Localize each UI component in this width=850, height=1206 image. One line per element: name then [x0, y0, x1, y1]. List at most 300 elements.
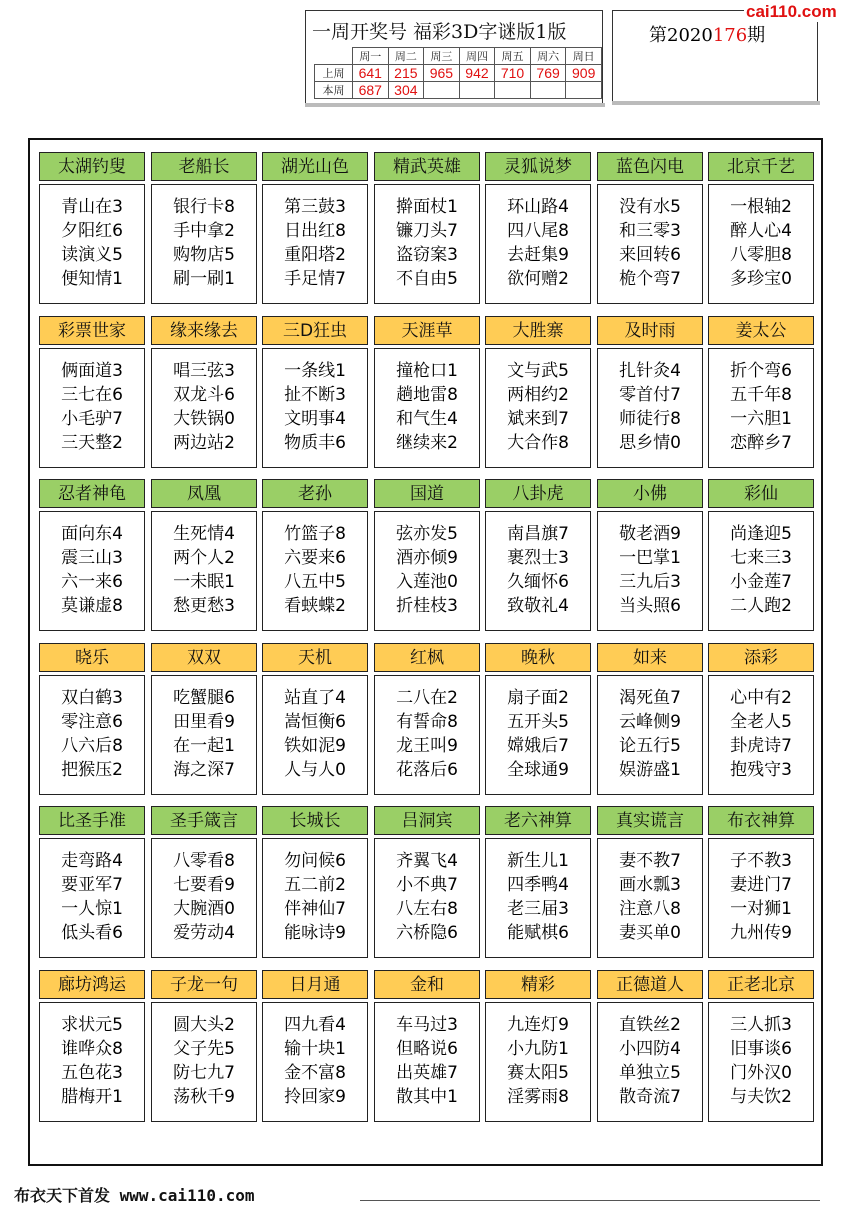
- riddle-line: 龙王叫9: [396, 736, 458, 756]
- riddle-line: 读演义5: [61, 245, 123, 265]
- riddle-line: 师徒行8: [619, 409, 681, 429]
- riddle-line: 桅个弯7: [619, 269, 681, 289]
- riddle-line: 银行卡8: [173, 197, 235, 217]
- riddle-line: 论五行5: [619, 736, 681, 756]
- riddle-line: 单独立5: [619, 1063, 681, 1083]
- riddle-line: 海之深7: [173, 760, 235, 780]
- riddle-line: 二八在2: [396, 688, 458, 708]
- riddle-card: [262, 806, 368, 958]
- riddle-line: 散其中1: [396, 1087, 458, 1107]
- riddle-line: 震三山3: [61, 548, 123, 568]
- riddle-lines: [151, 184, 257, 304]
- riddle-lines: [597, 348, 703, 468]
- riddle-lines: [485, 511, 591, 631]
- riddle-card: [597, 970, 703, 1122]
- last-week-row: [315, 65, 602, 82]
- riddle-line: 嵩恒衡6: [284, 712, 346, 732]
- riddle-card: [262, 152, 368, 304]
- riddle-line: 双龙斗6: [173, 385, 235, 405]
- riddle-lines: [151, 675, 257, 795]
- riddle-line: 酒亦倾9: [396, 548, 458, 568]
- riddle-line: 谁哗众8: [61, 1039, 123, 1059]
- riddle-line: 盗窃案3: [396, 245, 458, 265]
- author-name: 晓乐: [39, 643, 145, 672]
- riddle-line: 不自由5: [396, 269, 458, 289]
- riddle-line: 六桥隐6: [396, 923, 458, 943]
- riddle-line: 莫谦虚8: [61, 596, 123, 616]
- riddle-card: [39, 152, 145, 304]
- riddle-card: [708, 643, 814, 795]
- riddle-line: 一六胆1: [730, 409, 792, 429]
- riddle-lines: [485, 348, 591, 468]
- author-name: 忍者神龟: [39, 479, 145, 508]
- riddle-line: 刷一刷1: [173, 269, 235, 289]
- riddle-line: 醉人心4: [730, 221, 792, 241]
- riddle-card: [151, 806, 257, 958]
- riddle-line: 妻买单0: [619, 923, 681, 943]
- riddle-line: 唱三弦3: [173, 361, 235, 381]
- riddle-line: 大腕酒0: [173, 899, 235, 919]
- riddle-line: 二人跑2: [730, 596, 792, 616]
- this-week-row: [315, 82, 602, 99]
- author-name: 天涯草: [374, 316, 480, 345]
- issue-id: 176: [712, 25, 748, 46]
- issue-suffix: 期: [747, 25, 766, 46]
- author-name: 子龙一句: [151, 970, 257, 999]
- riddle-line: 注意八8: [619, 899, 681, 919]
- riddle-line: 便知情1: [61, 269, 123, 289]
- riddle-lines: [374, 1002, 480, 1122]
- riddle-line: 和气生4: [396, 409, 458, 429]
- riddle-card: [151, 643, 257, 795]
- author-name: 大胜寨: [485, 316, 591, 345]
- riddle-line: 八零胆8: [730, 245, 792, 265]
- riddle-line: 重阳塔2: [284, 245, 346, 265]
- riddle-line: 六一来6: [61, 572, 123, 592]
- riddle-lines: [151, 838, 257, 958]
- riddle-line: 把猴压2: [61, 760, 123, 780]
- panel-title: 一周开奖号 福彩3D字谜版1版: [312, 21, 567, 43]
- riddle-line: 小四防4: [619, 1039, 681, 1059]
- riddle-line: 八五中5: [284, 572, 346, 592]
- riddle-card: [708, 806, 814, 958]
- riddle-lines: [262, 1002, 368, 1122]
- riddle-line: 三九后3: [619, 572, 681, 592]
- riddle-line: 斌来到7: [507, 409, 569, 429]
- draw-number: 710: [495, 65, 531, 82]
- author-name: 彩仙: [708, 479, 814, 508]
- riddle-card: [485, 479, 591, 631]
- author-name: 老六神算: [485, 806, 591, 835]
- riddle-lines: [708, 348, 814, 468]
- author-name: 精彩: [485, 970, 591, 999]
- day-header: 周二: [388, 48, 424, 65]
- riddle-line: 继续来2: [396, 433, 458, 453]
- riddle-line: 折桂枝3: [396, 596, 458, 616]
- riddle-card: [597, 479, 703, 631]
- author-name: 如来: [597, 643, 703, 672]
- riddle-lines: [708, 675, 814, 795]
- riddle-lines: [708, 184, 814, 304]
- riddle-line: 六要来6: [284, 548, 346, 568]
- author-name: 小佛: [597, 479, 703, 508]
- riddle-card: [39, 806, 145, 958]
- riddle-line: 子不教3: [730, 851, 792, 871]
- riddle-card: [708, 970, 814, 1122]
- author-name: 天机: [262, 643, 368, 672]
- riddle-line: 和三零3: [619, 221, 681, 241]
- author-name: 蓝色闪电: [597, 152, 703, 181]
- riddle-card: [374, 643, 480, 795]
- riddle-line: 一根轴2: [730, 197, 792, 217]
- riddle-card: [39, 479, 145, 631]
- riddle-lines: [262, 184, 368, 304]
- riddle-lines: [151, 511, 257, 631]
- riddle-line: 思乡情0: [619, 433, 681, 453]
- riddle-line: 爱劳动4: [173, 923, 235, 943]
- riddle-lines: [485, 1002, 591, 1122]
- riddle-line: 田里看9: [173, 712, 235, 732]
- riddle-lines: [151, 348, 257, 468]
- riddle-card: [708, 152, 814, 304]
- riddle-line: 出英雄7: [396, 1063, 458, 1083]
- riddle-line: 在一起1: [173, 736, 235, 756]
- corner-cell: [315, 48, 353, 65]
- day-header: 周六: [530, 48, 566, 65]
- riddle-line: 第三鼓3: [284, 197, 346, 217]
- riddle-line: 三七在6: [61, 385, 123, 405]
- riddle-line: 能咏诗9: [284, 923, 346, 943]
- day-header: 周三: [424, 48, 460, 65]
- riddle-lines: [597, 1002, 703, 1122]
- riddle-card: [485, 643, 591, 795]
- riddle-lines: [374, 675, 480, 795]
- riddle-lines: [374, 511, 480, 631]
- riddle-line: 一未眠1: [173, 572, 235, 592]
- riddle-lines: [374, 838, 480, 958]
- riddle-line: 求状元5: [61, 1015, 123, 1035]
- riddle-line: 一条线1: [284, 361, 346, 381]
- riddle-lines: [485, 184, 591, 304]
- riddle-line: 拎回家9: [284, 1087, 346, 1107]
- draw-number: [495, 82, 531, 99]
- riddle-line: 尚逢迎5: [730, 524, 792, 544]
- riddle-line: 零首付7: [619, 385, 681, 405]
- riddle-lines: [597, 675, 703, 795]
- riddle-line: 五色花3: [61, 1063, 123, 1083]
- author-name: 日月通: [262, 970, 368, 999]
- draw-number: 942: [459, 65, 495, 82]
- riddle-line: 扎针灸4: [619, 361, 681, 381]
- author-name: 国道: [374, 479, 480, 508]
- riddle-line: 齐翼飞4: [396, 851, 458, 871]
- riddle-line: 云峰侧9: [619, 712, 681, 732]
- author-name: 正老北京: [708, 970, 814, 999]
- riddle-card: [151, 970, 257, 1122]
- draw-number: [424, 82, 460, 99]
- riddle-lines: [597, 511, 703, 631]
- site-watermark[interactable]: cai110.com: [746, 2, 837, 21]
- riddle-line: 南昌旗7: [507, 524, 569, 544]
- riddle-line: 手足情7: [284, 269, 346, 289]
- author-name: 灵狐说梦: [485, 152, 591, 181]
- author-name: 精武英雄: [374, 152, 480, 181]
- riddle-line: 吃蟹腿6: [173, 688, 235, 708]
- riddle-card: [485, 316, 591, 468]
- draw-number: 215: [388, 65, 424, 82]
- riddle-line: 文明事4: [284, 409, 346, 429]
- riddle-line: 散奇流7: [619, 1087, 681, 1107]
- draw-number: 304: [388, 82, 424, 99]
- riddle-lines: [262, 675, 368, 795]
- riddle-card: [374, 316, 480, 468]
- riddle-line: 全球通9: [507, 760, 569, 780]
- riddle-line: 两个人2: [173, 548, 235, 568]
- riddle-line: 入莲池0: [396, 572, 458, 592]
- riddle-line: 站直了4: [284, 688, 346, 708]
- riddle-line: 四八尾8: [507, 221, 569, 241]
- author-name: 北京千艺: [708, 152, 814, 181]
- riddle-line: 购物店5: [173, 245, 235, 265]
- author-name: 比圣手准: [39, 806, 145, 835]
- riddle-lines: [39, 675, 145, 795]
- riddle-line: 夕阳红6: [61, 221, 123, 241]
- riddle-line: 三人抓3: [730, 1015, 792, 1035]
- riddle-line: 与夫饮2: [730, 1087, 792, 1107]
- riddle-lines: [39, 348, 145, 468]
- author-name: 湖光山色: [262, 152, 368, 181]
- riddle-line: 能赋棋6: [507, 923, 569, 943]
- riddle-card: [151, 316, 257, 468]
- riddle-line: 心中有2: [730, 688, 792, 708]
- riddle-lines: [39, 184, 145, 304]
- riddle-lines: [597, 838, 703, 958]
- riddle-line: 低头看6: [61, 923, 123, 943]
- riddle-line: 防七九7: [173, 1063, 235, 1083]
- riddle-line: 赛太阳5: [507, 1063, 569, 1083]
- riddle-card: [597, 316, 703, 468]
- riddle-lines: [708, 838, 814, 958]
- riddle-line: 久缅怀6: [507, 572, 569, 592]
- riddle-line: 圆大头2: [173, 1015, 235, 1035]
- riddle-lines: [374, 348, 480, 468]
- riddle-line: 勿问候6: [284, 851, 346, 871]
- author-name: 太湖钓叟: [39, 152, 145, 181]
- riddle-lines: [151, 1002, 257, 1122]
- riddle-lines: [39, 838, 145, 958]
- riddle-line: 四九看4: [284, 1015, 346, 1035]
- last-week-label: 上周: [315, 65, 353, 82]
- riddle-line: 大合作8: [507, 433, 569, 453]
- riddle-lines: [708, 511, 814, 631]
- riddle-line: 欲何赠2: [507, 269, 569, 289]
- day-header: 周一: [353, 48, 389, 65]
- day-header: 周四: [459, 48, 495, 65]
- draw-number: [566, 82, 602, 99]
- issue-panel: [612, 10, 818, 102]
- riddle-line: 铁如泥9: [284, 736, 346, 756]
- draw-number: [459, 82, 495, 99]
- author-name: 晚秋: [485, 643, 591, 672]
- riddle-line: 去赶集9: [507, 245, 569, 265]
- riddle-line: 九州传9: [730, 923, 792, 943]
- riddle-line: 多珍宝0: [730, 269, 792, 289]
- day-header: 周五: [495, 48, 531, 65]
- author-name: 彩票世家: [39, 316, 145, 345]
- riddle-line: 伴神仙7: [284, 899, 346, 919]
- riddle-line: 老三届3: [507, 899, 569, 919]
- riddle-line: 八左右8: [396, 899, 458, 919]
- author-name: 金和: [374, 970, 480, 999]
- riddle-line: 三天整2: [61, 433, 123, 453]
- riddle-line: 零注意6: [61, 712, 123, 732]
- author-name: 红枫: [374, 643, 480, 672]
- riddle-line: 五千年8: [730, 385, 792, 405]
- riddle-line: 一人惊1: [61, 899, 123, 919]
- author-name: 布衣神算: [708, 806, 814, 835]
- riddle-line: 两相约2: [507, 385, 569, 405]
- riddle-line: 物质丰6: [284, 433, 346, 453]
- riddle-lines: [485, 675, 591, 795]
- riddle-line: 手中拿2: [173, 221, 235, 241]
- riddle-line: 折个弯6: [730, 361, 792, 381]
- riddle-line: 小毛驴7: [61, 409, 123, 429]
- this-week-label: 本周: [315, 82, 353, 99]
- riddle-line: 有誓命8: [396, 712, 458, 732]
- draw-number: 641: [353, 65, 389, 82]
- riddle-line: 日出红8: [284, 221, 346, 241]
- riddle-card: [374, 479, 480, 631]
- riddle-line: 生死情4: [173, 524, 235, 544]
- riddle-line: 妻不教7: [619, 851, 681, 871]
- author-name: 老船长: [151, 152, 257, 181]
- footer-credit[interactable]: 布衣天下首发 www.cai110.com: [14, 1186, 255, 1205]
- riddle-card: [374, 806, 480, 958]
- riddle-card: [485, 970, 591, 1122]
- riddle-lines: [262, 348, 368, 468]
- riddle-line: 五开头5: [507, 712, 569, 732]
- footer-divider: [360, 1200, 820, 1201]
- riddle-card: [262, 643, 368, 795]
- author-name: 双双: [151, 643, 257, 672]
- draw-number: 687: [353, 82, 389, 99]
- riddle-line: 恋醉乡7: [730, 433, 792, 453]
- riddle-lines: [708, 1002, 814, 1122]
- riddle-line: 扇子面2: [507, 688, 569, 708]
- riddle-card: [374, 152, 480, 304]
- riddle-line: 小金莲7: [730, 572, 792, 592]
- day-header: 周日: [566, 48, 602, 65]
- riddle-line: 没有水5: [619, 197, 681, 217]
- riddle-line: 致敬礼4: [507, 596, 569, 616]
- riddle-line: 小九防1: [507, 1039, 569, 1059]
- issue-prefix: 第2020: [649, 25, 713, 46]
- author-name: 添彩: [708, 643, 814, 672]
- riddle-line: 大铁锅0: [173, 409, 235, 429]
- riddle-line: 画水瓢3: [619, 875, 681, 895]
- author-name: 真实谎言: [597, 806, 703, 835]
- riddle-line: 双白鹤3: [61, 688, 123, 708]
- riddle-lines: [39, 1002, 145, 1122]
- draw-number: 965: [424, 65, 460, 82]
- riddle-card: [485, 152, 591, 304]
- riddle-line: 裹烈士3: [507, 548, 569, 568]
- draw-number: [530, 82, 566, 99]
- riddle-card: [374, 970, 480, 1122]
- author-name: 姜太公: [708, 316, 814, 345]
- riddle-lines: [39, 511, 145, 631]
- author-name: 老孙: [262, 479, 368, 508]
- riddle-line: 门外汉0: [730, 1063, 792, 1083]
- author-name: 圣手箴言: [151, 806, 257, 835]
- riddle-line: 来回转6: [619, 245, 681, 265]
- riddle-line: 擀面杖1: [396, 197, 458, 217]
- riddle-line: 但略说6: [396, 1039, 458, 1059]
- riddle-line: 输十块1: [284, 1039, 346, 1059]
- riddle-line: 车马过3: [396, 1015, 458, 1035]
- draw-number: 769: [530, 65, 566, 82]
- riddle-lines: [374, 184, 480, 304]
- riddle-card: [708, 316, 814, 468]
- riddle-line: 弦亦发5: [396, 524, 458, 544]
- riddle-line: 文与武5: [507, 361, 569, 381]
- author-name: 长城长: [262, 806, 368, 835]
- riddle-line: 新生儿1: [507, 851, 569, 871]
- draw-number: 909: [566, 65, 602, 82]
- riddle-line: 趟地雷8: [396, 385, 458, 405]
- riddle-card: [597, 806, 703, 958]
- author-name: 吕洞宾: [374, 806, 480, 835]
- riddle-line: 渴死鱼7: [619, 688, 681, 708]
- riddle-card: [597, 643, 703, 795]
- day-header-row: [315, 48, 602, 65]
- riddle-line: 卦虎诗7: [730, 736, 792, 756]
- riddle-card: [485, 806, 591, 958]
- author-name: 及时雨: [597, 316, 703, 345]
- riddle-line: 竹篮子8: [284, 524, 346, 544]
- riddle-card: [597, 152, 703, 304]
- riddle-line: 四季鸭4: [507, 875, 569, 895]
- riddle-card: [39, 643, 145, 795]
- riddle-line: 七要看9: [173, 875, 235, 895]
- riddle-lines: [262, 511, 368, 631]
- riddle-line: 两边站2: [173, 433, 235, 453]
- riddle-line: 旧事谈6: [730, 1039, 792, 1059]
- riddle-line: 看蛱蝶2: [284, 596, 346, 616]
- riddle-line: 环山路4: [507, 197, 569, 217]
- riddle-line: 一巴掌1: [619, 548, 681, 568]
- riddle-line: 淫雾雨8: [507, 1087, 569, 1107]
- riddle-line: 九连灯9: [507, 1015, 569, 1035]
- author-name: 廊坊鸿运: [39, 970, 145, 999]
- riddle-line: 扯不断3: [284, 385, 346, 405]
- riddle-card: [262, 316, 368, 468]
- riddle-line: 青山在3: [61, 197, 123, 217]
- riddle-line: 小不典7: [396, 875, 458, 895]
- riddle-line: 金不富8: [284, 1063, 346, 1083]
- riddle-line: 妻进门7: [730, 875, 792, 895]
- riddle-lines: [485, 838, 591, 958]
- riddle-line: 娱游盛1: [619, 760, 681, 780]
- riddle-card: [151, 479, 257, 631]
- riddle-line: 嫦娥后7: [507, 736, 569, 756]
- author-name: 正德道人: [597, 970, 703, 999]
- riddle-line: 要亚军7: [61, 875, 123, 895]
- riddle-line: 八零看8: [173, 851, 235, 871]
- riddle-card: [708, 479, 814, 631]
- weekly-draw-panel: [305, 10, 603, 104]
- riddle-card: [39, 970, 145, 1122]
